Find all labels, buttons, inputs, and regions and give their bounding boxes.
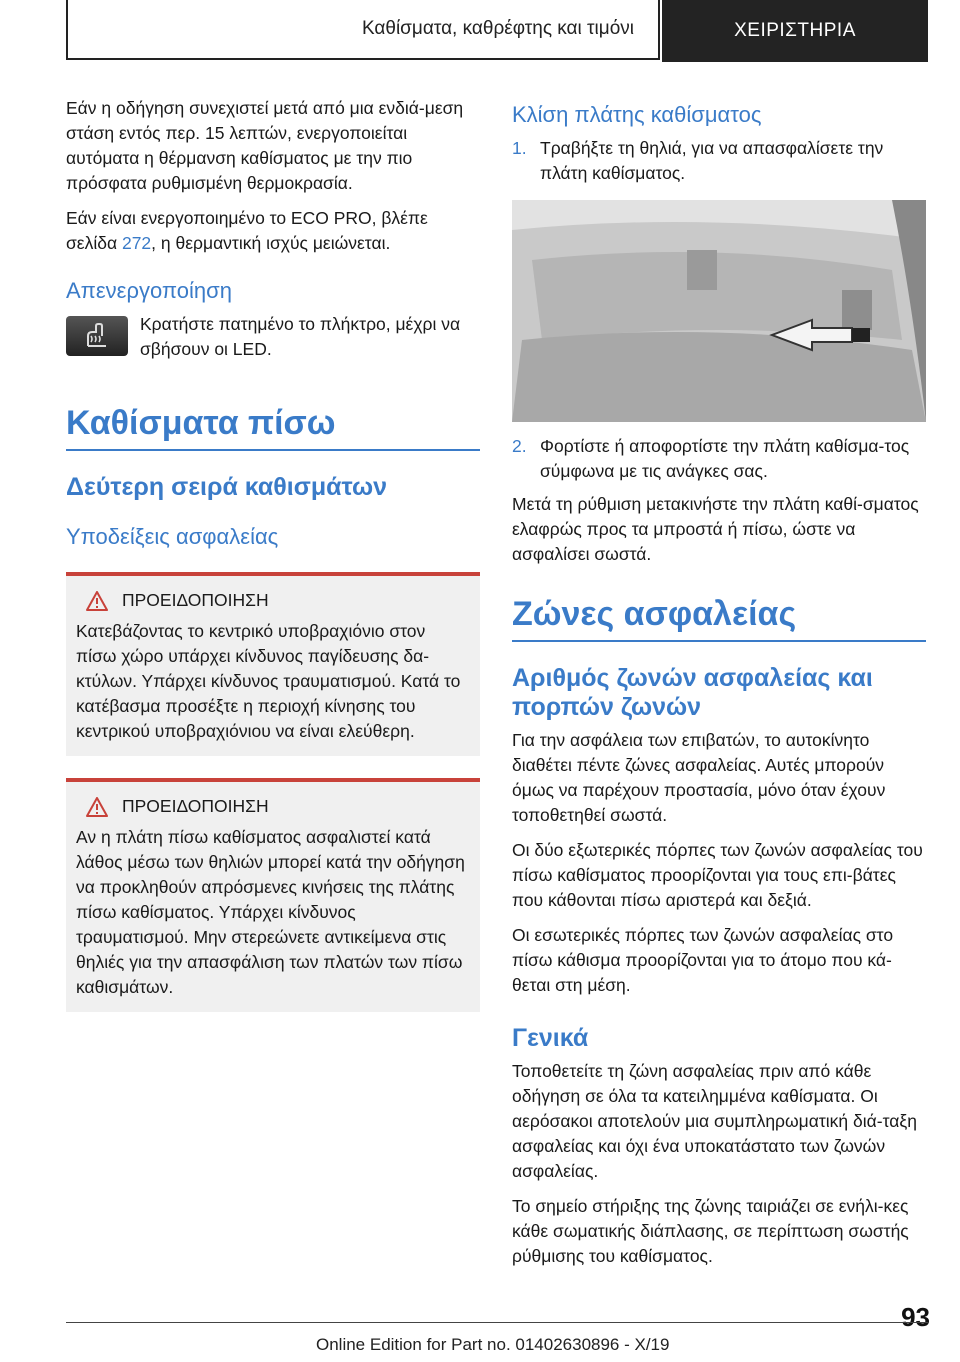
page-number: 93 bbox=[901, 1302, 930, 1332]
paragraph: Οι εσωτερικές πόρπες των ζωνών ασφαλείας στο πίσω κάθισμα προορίζονται για το άτομο που κά-θεται στη μέση. bbox=[512, 925, 894, 995]
heading-second-row: Δεύτερη σειρά καθισμάτων bbox=[66, 473, 387, 501]
step-number: 1. bbox=[512, 138, 527, 158]
deactivate-text: Κρατήστε πατημένο το πλήκτρο, μέχρι να σβήσουν οι LED. bbox=[140, 314, 461, 359]
text: Εάν είναι ενεργοποιημένο το ECO PRO, βλέπε σελίδα bbox=[66, 208, 428, 253]
edition-text: Online Edition for Part no. 01402630896 - X/19 bbox=[316, 1335, 670, 1354]
steps-list bbox=[512, 136, 926, 186]
step-text: Φορτίστε ή αποφορτίστε την πλάτη καθίσμα-τος σύμφωνα με τις ανάγκες σας. bbox=[540, 436, 910, 481]
warning-label: ΠΡΟΕΙΔΟΠΟΙΗΣΗ bbox=[122, 590, 269, 610]
right-column bbox=[512, 96, 926, 1279]
seat-heating-key-icon bbox=[66, 316, 128, 356]
heading-backrest: Κλίση πλάτης καθίσματος bbox=[512, 102, 762, 127]
page-header bbox=[66, 0, 928, 64]
step-number: 2. bbox=[512, 436, 527, 456]
warning-text: Κατεβάζοντας το κεντρικό υποβραχιόνιο στον πίσω χώρο υπάρχει κίνδυνος παγίδευσης δα-κτύλων. Υπάρχει κίνδυνος τραυματισμού. Κατά το κατέβασμα προσέξτε η περιοχή κίνησης του κεντρικού υποβραχιόνιου να είναι ελεύθερη. bbox=[76, 621, 461, 741]
heading-belt-count: Αριθμός ζωνών ασφαλείας και πορπών ζωνών bbox=[512, 664, 873, 721]
left-column bbox=[66, 96, 480, 1012]
text: , η θερμαντική ισχύς μειώνεται. bbox=[151, 233, 391, 253]
paragraph: Μετά τη ρύθμιση μετακινήστε την πλάτη καθί-σματος ελαφρώς προς τα μπροστά ή πίσω, ώστε να ασφαλίσει σωστά. bbox=[512, 494, 919, 564]
rear-seat-photo bbox=[512, 200, 926, 422]
section-title: Καθίσματα, καθρέφτης και τιμόνι bbox=[66, 0, 660, 60]
paragraph: Για την ασφάλεια των επιβατών, το αυτοκίνητο διαθέτει πέντε ζώνες ασφαλείας. Αυτές μπορούν όμως να παρέχουν προστασία, μόνο όταν έχουν τοποθετηθεί σωστά. bbox=[512, 730, 886, 825]
heading-safety-notes: Υποδείξεις ασφαλείας bbox=[66, 524, 279, 549]
heading-seatbelts: Ζώνες ασφαλείας bbox=[512, 595, 926, 642]
chapter-tab: ΧΕΙΡΙΣΤΗΡΙΑ bbox=[662, 0, 928, 62]
paragraph bbox=[66, 206, 480, 256]
heading-rear-seats: Καθίσματα πίσω bbox=[66, 404, 480, 451]
list-item bbox=[512, 434, 926, 484]
warning-triangle-icon bbox=[86, 797, 108, 817]
list-item bbox=[512, 136, 926, 186]
warning-title bbox=[86, 590, 470, 611]
steps-list bbox=[512, 434, 926, 484]
paragraph: Τοποθετείτε τη ζώνη ασφαλείας πριν από κάθε οδήγηση σε όλα τα κατειλημμένα καθίσματα. Οι αερόσακοι αποτελούν μια συμπληρωματική διά-ταξη ασφαλείας και όχι ένα υποκατάστατο των ζωνών ασφαλείας. bbox=[512, 1061, 917, 1181]
warning-label: ΠΡΟΕΙΔΟΠΟΙΗΣΗ bbox=[122, 796, 269, 816]
warning-text: Αν η πλάτη πίσω καθίσματος ασφαλιστεί κατά λάθος μέσω των θηλιών μπορεί κατά την οδήγηση να προκληθούν απρόσμενες κινήσεις της πλάτης πίσω καθίσματος. Υπάρχει κίνδυνος τραυματισμού. Μην στερεώνετε αντικείμενα στις θηλιές για την απασφάλιση των πλατών των πίσω καθισμάτων. bbox=[76, 827, 465, 997]
warning-box bbox=[66, 778, 480, 1012]
paragraph: Το σημείο στήριξης της ζώνης ταιριάζει σε ενήλι-κες κάθε σωματικής διάπλασης, σε περίπτωση σωστής ρύθμισης του καθίσματος. bbox=[512, 1196, 909, 1266]
warning-triangle-icon bbox=[86, 591, 108, 611]
heading-deactivate: Απενεργοποίηση bbox=[66, 278, 232, 303]
warning-box bbox=[66, 572, 480, 756]
heading-general: Γενικά bbox=[512, 1024, 589, 1052]
paragraph: Εάν η οδήγηση συνεχιστεί μετά από μια ενδιά-μεση στάση εντός περ. 15 λεπτών, ενεργοποιείται αυτόματα η θέρμανση καθίσματος με την πιο πρόσφατα ρυθμισμένη θερμοκρασία. bbox=[66, 98, 464, 193]
key-instruction bbox=[66, 312, 480, 372]
page-link[interactable]: 272 bbox=[121, 233, 152, 253]
page-footer bbox=[66, 1322, 928, 1354]
warning-title bbox=[86, 796, 470, 817]
step-text: Τραβήξτε τη θηλιά, για να απασφαλίσετε την πλάτη καθίσματος. bbox=[540, 138, 884, 183]
paragraph: Οι δύο εξωτερικές πόρπες των ζωνών ασφαλείας του πίσω καθίσματος προορίζονται για τους επι-βάτες που κάθονται πίσω αριστερά και δεξιά. bbox=[512, 840, 923, 910]
